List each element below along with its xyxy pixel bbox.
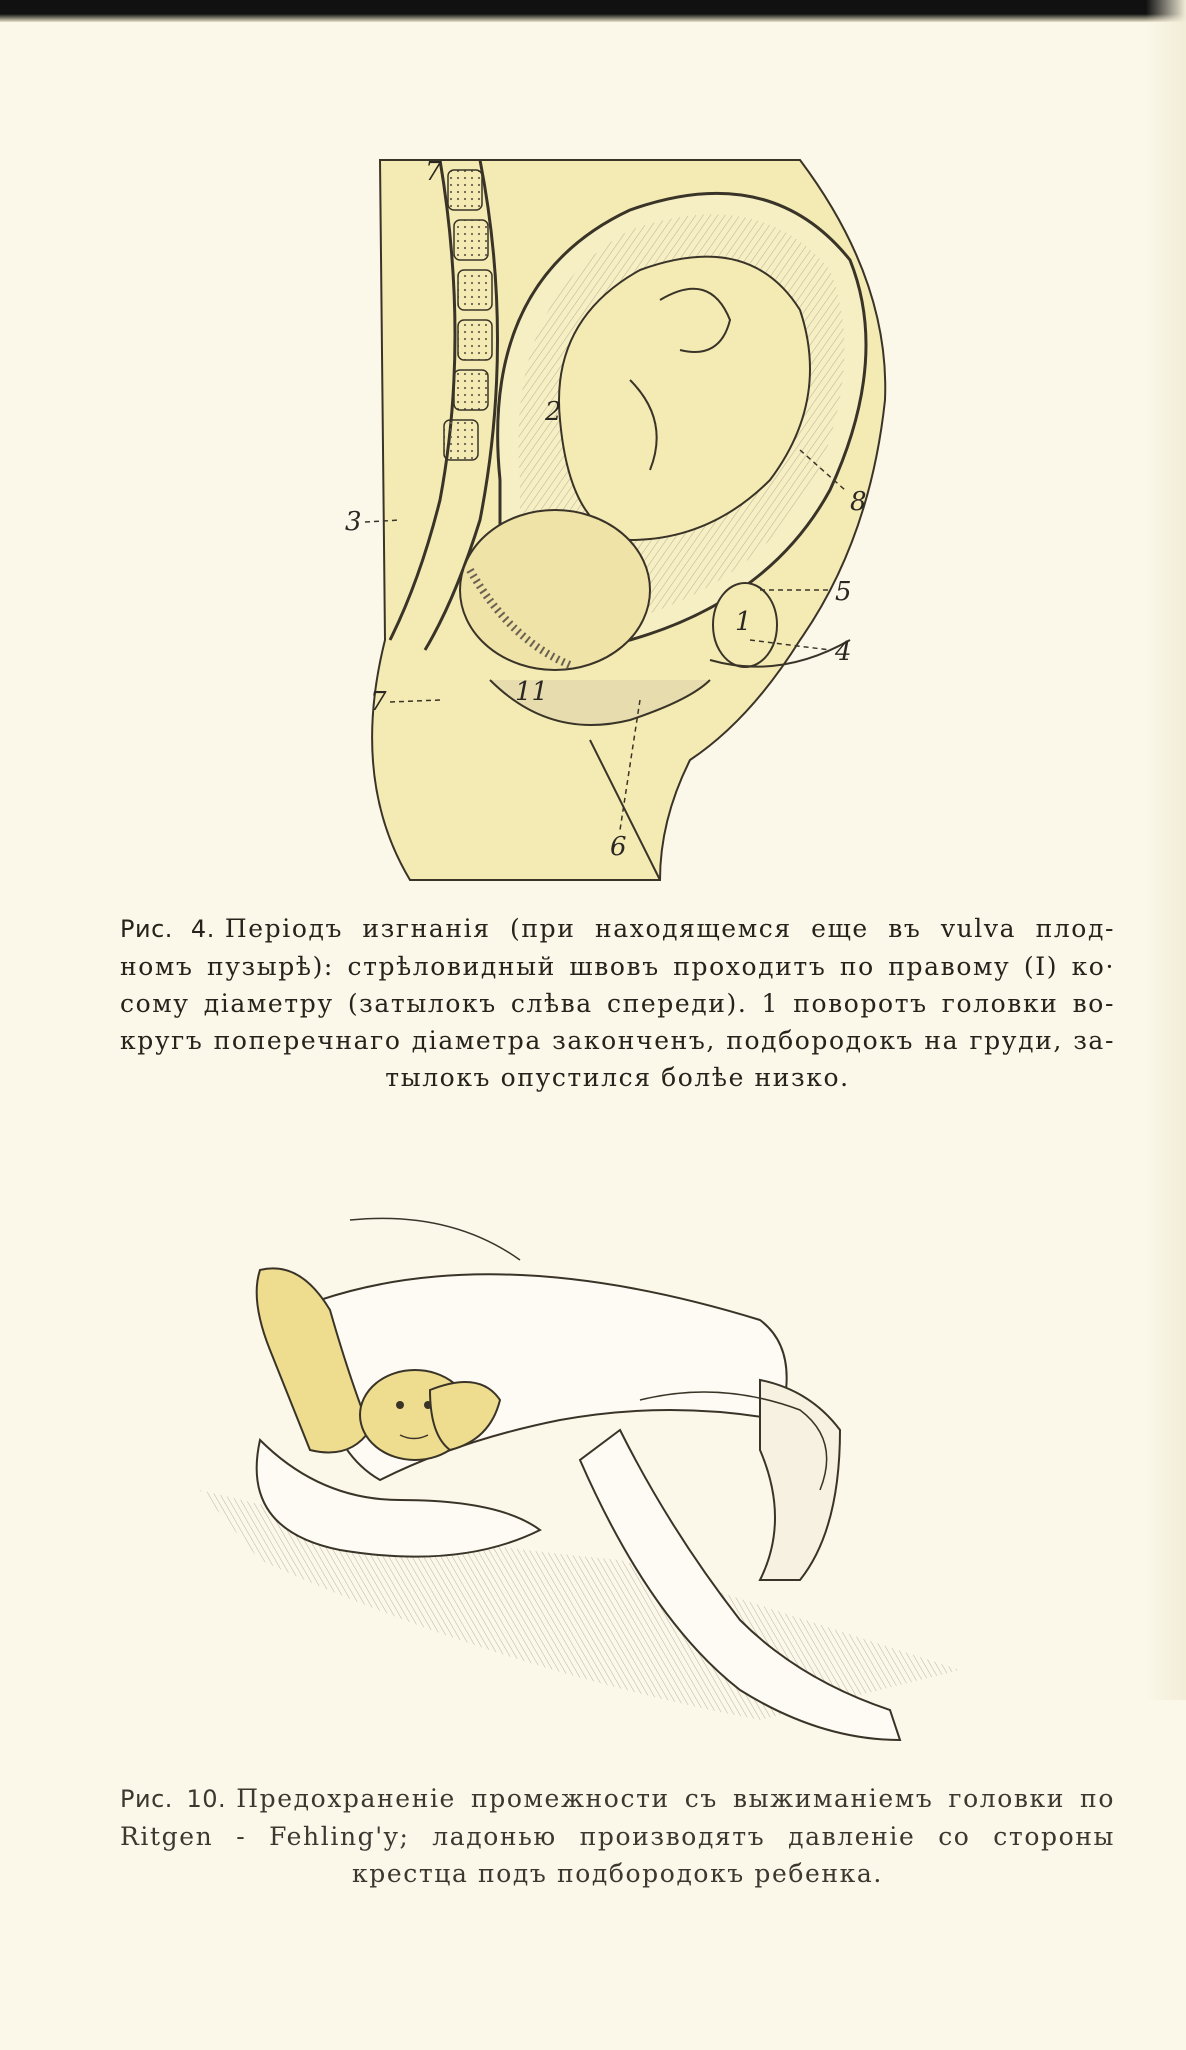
caption-text: Предохраненіе промежности съ выжиманіемъ головки по (236, 1784, 1115, 1813)
scan-right-edge (1146, 0, 1186, 1700)
label-8: 8 (850, 487, 867, 517)
figure-10-illustration (200, 1200, 960, 1770)
label-1: 1 (735, 607, 752, 637)
figure-label: Рис. 10. (120, 1785, 227, 1813)
figure-10-caption (120, 1780, 1115, 1892)
figure-10-drawing (200, 1200, 960, 1770)
figure-label: Рис. 4. (120, 915, 215, 943)
caption-line: номъ пузырѣ): стрѣловидный швовъ проходитъ по правому (I) ко· (120, 952, 1115, 981)
caption-line: тылокъ опустился болѣе низко. (385, 1063, 850, 1092)
caption-text: Періодъ изгнанія (при находящемся еще въ vulva плод- (224, 914, 1115, 943)
label-4: 4 (835, 637, 852, 667)
label-3: 3 (345, 507, 362, 537)
caption-line: Ritgen - Fehling'y; ладонью производятъ давленіе со стороны (120, 1822, 1115, 1851)
caption-line (120, 1780, 1115, 1818)
label-2: 2 (545, 397, 562, 427)
figure-4-caption (120, 910, 1115, 1096)
label-7-top: 7 (425, 157, 442, 187)
label-7-bottom: 7 (370, 687, 387, 717)
label-6: 6 (610, 832, 627, 862)
label-11: 11 (515, 677, 549, 707)
caption-line (120, 910, 1115, 948)
caption-line: кругъ поперечнаго діаметра законченъ, подбородокъ на груди, за- (120, 1026, 1115, 1055)
caption-line: сому діаметру (затылокъ слѣва спереди). 1 поворотъ головки во- (120, 989, 1115, 1018)
label-5: 5 (835, 577, 852, 607)
figure-4-drawing (330, 120, 900, 900)
figure-4-illustration (330, 120, 900, 900)
scan-top-edge (0, 0, 1186, 22)
caption-line: крестца подъ подбородокъ ребенка. (352, 1859, 883, 1888)
